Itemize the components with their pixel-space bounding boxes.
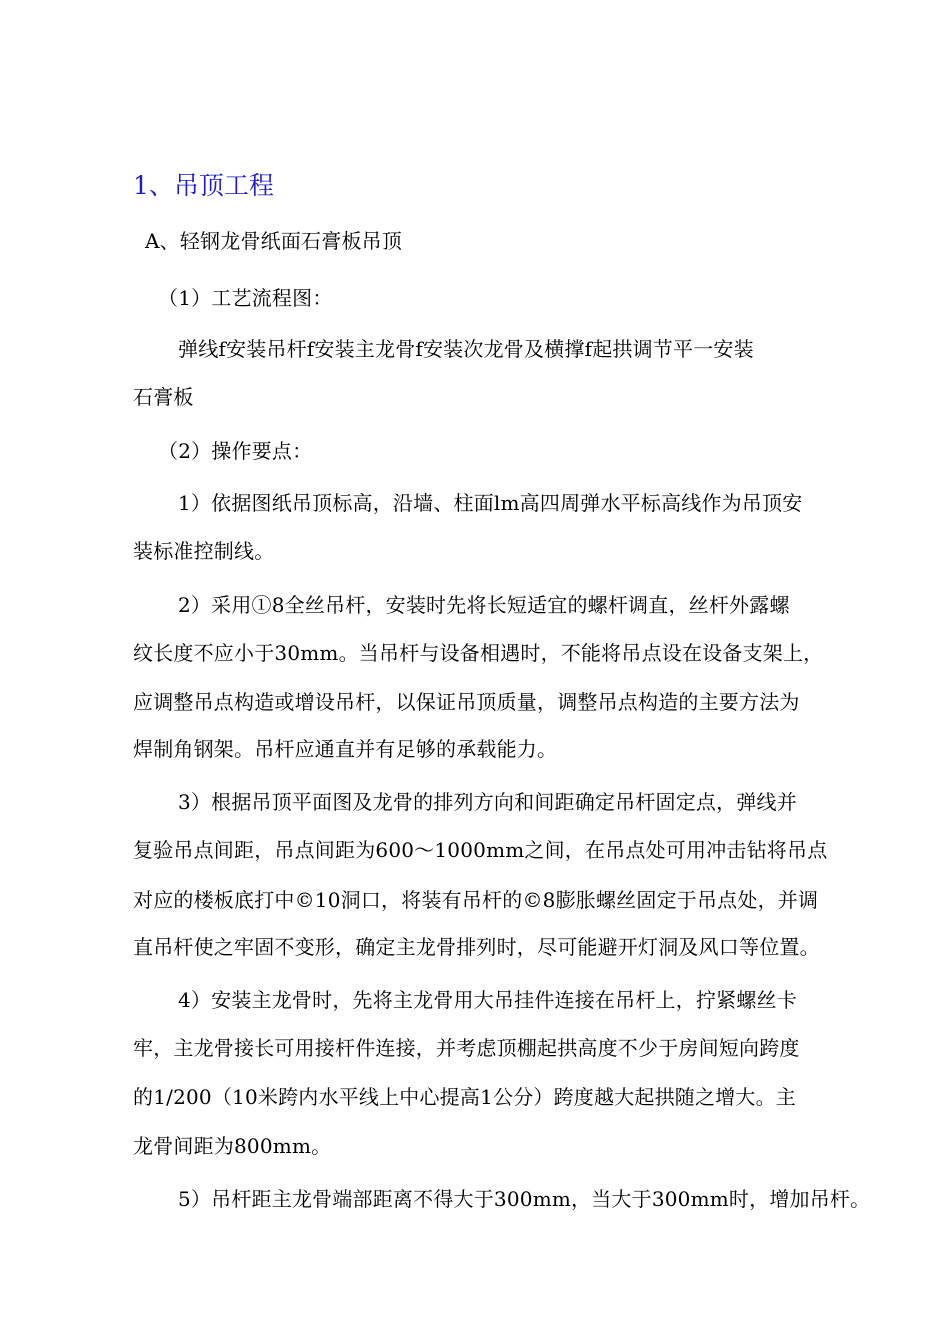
paragraph-line: 4）安装主龙骨时，先将主龙骨用大吊挂件连接在吊杆上，拧紧螺丝卡 [178, 988, 797, 1012]
paragraph-line: 焊制角钢架。吊杆应通直并有足够的承载能力。 [133, 737, 558, 761]
paragraph-line: 5）吊杆距主龙骨端部距离不得大于300mm，当大于300mm时，增加吊杆。 [178, 1187, 871, 1211]
paragraph-line: 1）依据图纸吊顶标高，沿墙、柱面lm高四周弹水平标高线作为吊顶安 [178, 491, 803, 515]
paragraph-line: 纹长度不应小于30mm。当吊杆与设备相遇时，不能将吊点设在设备支架上， [133, 641, 824, 665]
paragraph-line: 复验吊点间距，吊点间距为600〜1000mm之间，在吊点处可用冲击钻将吊点 [133, 838, 828, 862]
paragraph-line: 应调整吊点构造或增设吊杆，以保证吊顶质量，调整吊点构造的主要方法为 [133, 690, 800, 714]
operation-points-title: （2）操作要点： [158, 439, 313, 463]
paragraph-line: 装标准控制线。 [133, 539, 275, 563]
process-flow-title: （1）工艺流程图： [158, 286, 333, 310]
paragraph-line: 3）根据吊顶平面图及龙骨的排列方向和间距确定吊杆固定点，弹线并 [178, 790, 797, 814]
paragraph-line: 龙骨间距为800mm。 [133, 1134, 332, 1158]
section-heading: 1、吊顶工程 [133, 171, 274, 200]
paragraph-line: 牢，主龙骨接长可用接杆件连接，并考虑顶棚起拱高度不少于房间短向跨度 [133, 1036, 800, 1060]
process-flow-line: 石膏板 [133, 385, 194, 409]
paragraph-line: 2）采用①8全丝吊杆，安装时先将长短适宜的螺杆调直，丝杆外露螺 [178, 593, 790, 617]
subheading: A、轻钢龙骨纸面石膏板吊顶 [145, 229, 403, 253]
process-flow-line: 弹线f安装吊杆f安装主龙骨f安装次龙骨及横撑f起拱调节平一安装 [178, 337, 754, 361]
paragraph-line: 直吊杆使之牢固不变形，确定主龙骨排列时，尽可能避开灯洞及风口等位置。 [133, 935, 820, 959]
paragraph-line: 对应的楼板底打中©10洞口，将装有吊杆的©8膨胀螺丝固定于吊点处，并调 [133, 888, 819, 912]
paragraph-line: 的1/200（10米跨内水平线上中心提高1公分）跨度越大起拱随之增大。主 [133, 1085, 797, 1109]
